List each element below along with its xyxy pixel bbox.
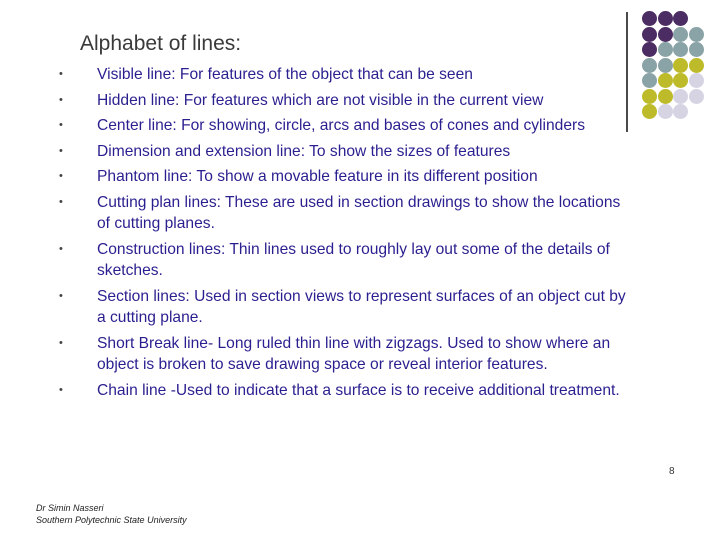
bullet-icon: •	[59, 119, 63, 131]
decorative-dot	[689, 58, 704, 73]
decorative-dot	[658, 27, 673, 42]
decorative-dot-grid	[642, 11, 720, 121]
decorative-dot	[689, 27, 704, 42]
decorative-dot	[673, 73, 688, 88]
divider-line	[626, 12, 628, 132]
decorative-dot	[658, 89, 673, 104]
line-term: Cutting plan lines	[97, 193, 217, 211]
list-item	[56, 115, 626, 137]
line-description: -Used to indicate that a surface is to receive additional treatment.	[170, 381, 620, 399]
decorative-dot	[642, 11, 657, 26]
line-description: : To show the sizes of features	[300, 142, 511, 160]
bullet-icon: •	[59, 144, 63, 157]
list-item	[56, 333, 626, 376]
line-description: - Long ruled thin line with zigzags. Used to show where an object is broken to save drawing space or reveal interior features.	[97, 334, 611, 373]
decorative-dot	[658, 58, 673, 73]
bullet-icon: •	[59, 336, 63, 349]
decorative-dot	[673, 104, 688, 119]
line-term: Center line	[97, 117, 173, 134]
line-term: Construction lines	[97, 240, 221, 258]
decorative-dot	[658, 11, 673, 26]
line-term: Visible line	[97, 66, 172, 83]
line-description: : These are used in section drawings to show the locations of cutting planes.	[97, 193, 621, 232]
list-item	[56, 239, 626, 282]
decorative-dot	[642, 104, 657, 119]
decorative-dot	[689, 42, 704, 57]
bullet-icon: •	[59, 170, 63, 182]
list-item	[56, 141, 626, 163]
line-term: Chain line	[97, 381, 171, 399]
line-description: : For showing, circle, arcs and bases of cones and cylinders	[172, 117, 585, 134]
decorative-dot	[673, 27, 688, 42]
list-item	[56, 90, 626, 112]
line-description: : Thin lines used to roughly lay out some of the details of sketches.	[97, 240, 610, 279]
bullet-list	[56, 64, 626, 405]
line-term: Short Break line	[97, 334, 208, 352]
decorative-dot	[673, 11, 688, 26]
line-description: : Used in section views to represent surfaces of an object cut by a cutting plane.	[97, 287, 626, 326]
decorative-dot	[642, 89, 657, 104]
bullet-icon: •	[59, 383, 63, 396]
list-item	[56, 64, 626, 86]
list-item	[56, 192, 626, 235]
decorative-dot	[673, 42, 688, 57]
decorative-dot	[658, 104, 673, 119]
line-description: : For features which are not visible in the current view	[175, 91, 544, 109]
bullet-icon: •	[59, 93, 63, 106]
line-description: : For features of the object that can be seen	[171, 66, 473, 83]
list-item	[56, 166, 626, 188]
list-item	[56, 380, 626, 402]
footer	[36, 502, 187, 526]
footer-author: Dr Simin Nasseri	[36, 503, 104, 513]
decorative-dot	[673, 58, 688, 73]
bullet-icon: •	[59, 242, 63, 255]
decorative-dot	[689, 73, 704, 88]
footer-institution: Southern Polytechnic State University	[36, 515, 187, 525]
decorative-dot	[658, 73, 673, 88]
line-term: Hidden line	[97, 91, 176, 109]
line-term: Section lines	[97, 287, 186, 305]
decorative-dot	[642, 42, 657, 57]
bullet-icon: •	[59, 289, 63, 302]
decorative-dot	[673, 89, 688, 104]
list-item	[56, 286, 626, 329]
slide-title: Alphabet of lines:	[80, 32, 242, 55]
decorative-dot	[642, 58, 657, 73]
decorative-dot	[689, 89, 704, 104]
page-number: 8	[669, 466, 675, 477]
line-description: : To show a movable feature in its different position	[188, 168, 538, 185]
decorative-dot	[642, 73, 657, 88]
line-term: Phantom line	[97, 168, 189, 185]
line-term: Dimension and extension line	[97, 142, 301, 160]
decorative-dot	[658, 42, 673, 57]
bullet-icon: •	[59, 68, 63, 80]
bullet-icon: •	[59, 195, 63, 208]
decorative-dot	[642, 27, 657, 42]
